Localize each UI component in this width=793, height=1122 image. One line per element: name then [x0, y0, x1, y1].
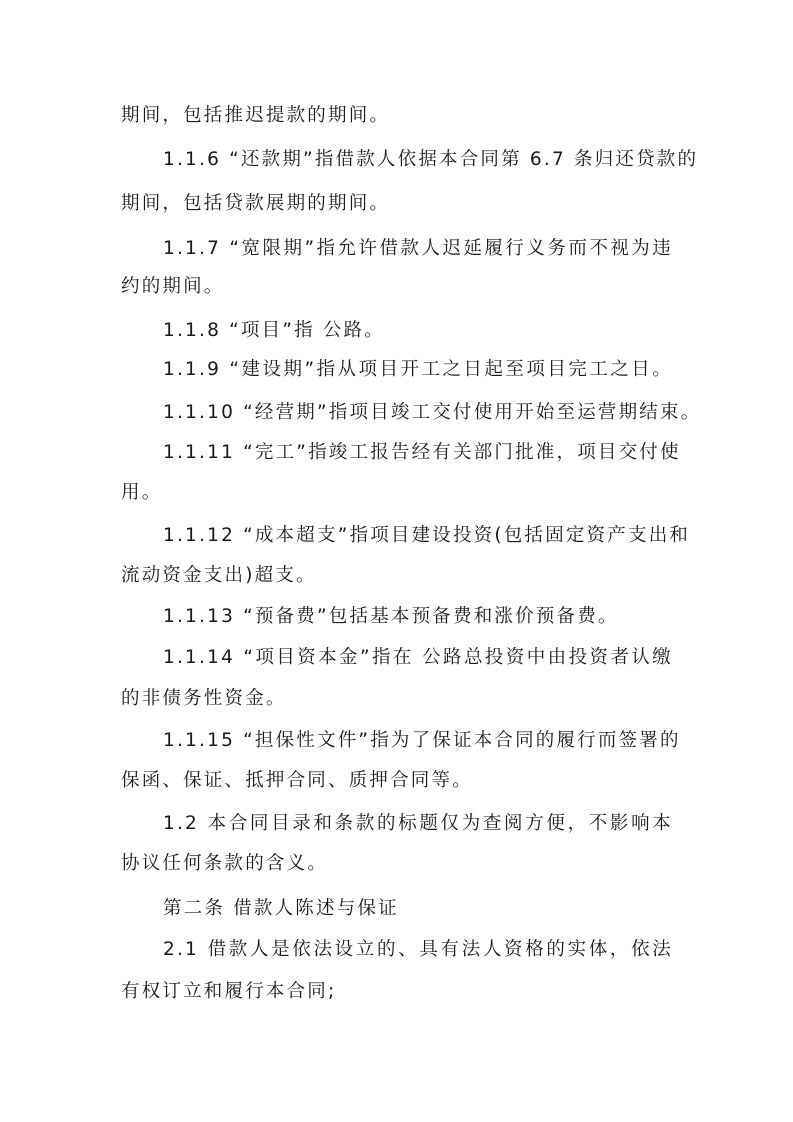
clause-1-1-15-line: 1.1.15 “担保性文件”指为了保证本合同的履行而签署的 [163, 730, 681, 751]
clause-1-2-line: 1.2 本合同目录和条款的标题仅为查阅方便，不影响本 [163, 813, 673, 834]
article-2-heading: 第二条 借款人陈述与保证 [163, 898, 399, 919]
clause-1-1-14-line: 1.1.14 “项目资本金”指在 公路总投资中由投资者认缴 [163, 647, 673, 668]
text-line: 保函、保证、抵押合同、质押合同等。 [121, 770, 473, 791]
clause-1-1-11-line: 1.1.11 “完工”指竣工报告经有关部门批准，项目交付使 [163, 442, 681, 463]
clause-1-1-10-line: 1.1.10 “经营期”指项目竣工交付使用开始至运营期结束。 [163, 402, 702, 423]
text-line: 有权订立和履行本合同; [121, 981, 337, 1002]
clause-1-1-6-line: 1.1.6 “还款期”指借款人依据本合同第 6.7 条归还贷款的 [163, 149, 699, 170]
text-line: 协议任何条款的含义。 [121, 853, 329, 874]
text-line: 的非债务性资金。 [121, 688, 287, 709]
clause-1-1-12-line: 1.1.12 “成本超支”指项目建设投资(包括固定资产支出和 [163, 525, 691, 546]
text-line: 期间，包括推迟提款的期间。 [121, 105, 391, 126]
text-line: 约的期间。 [121, 276, 225, 297]
text-line: 期间，包括贷款展期的期间。 [121, 193, 391, 214]
clause-1-1-13-line: 1.1.13 “预备费”包括基本预备费和涨价预备费。 [163, 606, 619, 627]
clause-1-1-9-line: 1.1.9 “建设期”指从项目开工之日起至项目完工之日。 [163, 359, 673, 380]
text-line: 用。 [121, 482, 163, 503]
clause-1-1-7-line: 1.1.7 “宽限期”指允许借款人迟延履行义务而不视为违 [163, 238, 673, 259]
clause-2-1-line: 2.1 借款人是依法设立的、具有法人资格的实体，依法 [163, 939, 673, 960]
clause-1-1-8-line: 1.1.8 “项目”指 公路。 [163, 320, 386, 341]
text-line: 流动资金支出)超支。 [121, 565, 317, 586]
